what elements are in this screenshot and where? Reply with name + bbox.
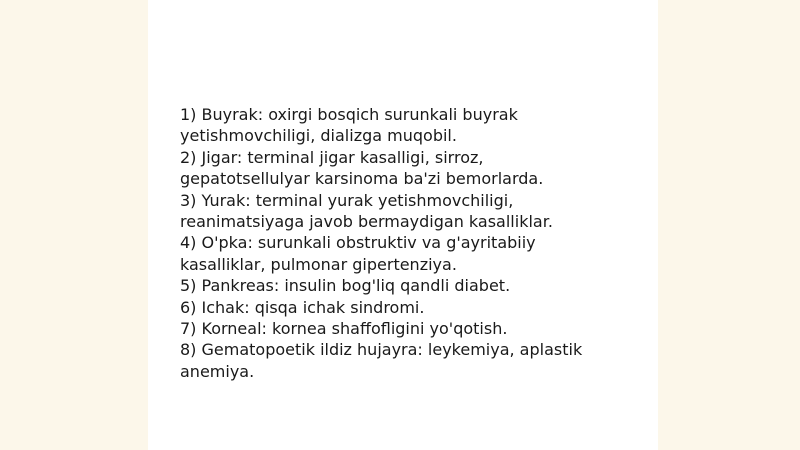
- list-line: 1) Buyrak: oxirgi bosqich surunkali buyrak: [180, 105, 518, 124]
- left-margin: [0, 0, 148, 450]
- list-line: 7) Korneal: kornea shaffofligini yo'qotish.: [180, 319, 508, 339]
- list-line: 2) Jigar: terminal jigar kasalligi, sirroz,: [180, 147, 484, 167]
- list-line: anemiya.: [180, 361, 255, 381]
- right-margin: [658, 0, 800, 450]
- list-line: yetishmovchiligi, dializga muqobil.: [180, 126, 457, 146]
- list-line: 3) Yurak: terminal yurak yetishmovchiligi,: [180, 190, 514, 210]
- organ-transplant-indications-list: [180, 104, 650, 382]
- list-line: reanimatsiyaga javob bermaydigan kasalliklar.: [180, 212, 553, 232]
- document-page: [148, 0, 658, 450]
- list-line: gepatotsellulyar karsinoma ba'zi bemorlarda.: [180, 169, 544, 189]
- list-line: kasalliklar, pulmonar gipertenziya.: [180, 254, 457, 274]
- list-line: 5) Pankreas: insulin bog'liq qandli diabet.: [180, 276, 511, 296]
- list-line: 6) Ichak: qisqa ichak sindromi.: [180, 297, 425, 317]
- list-line: 4) O'pka: surunkali obstruktiv va g'ayritabiiy: [180, 233, 536, 253]
- list-line: 8) Gematopoetik ildiz hujayra: leykemiya, aplastik: [180, 340, 583, 360]
